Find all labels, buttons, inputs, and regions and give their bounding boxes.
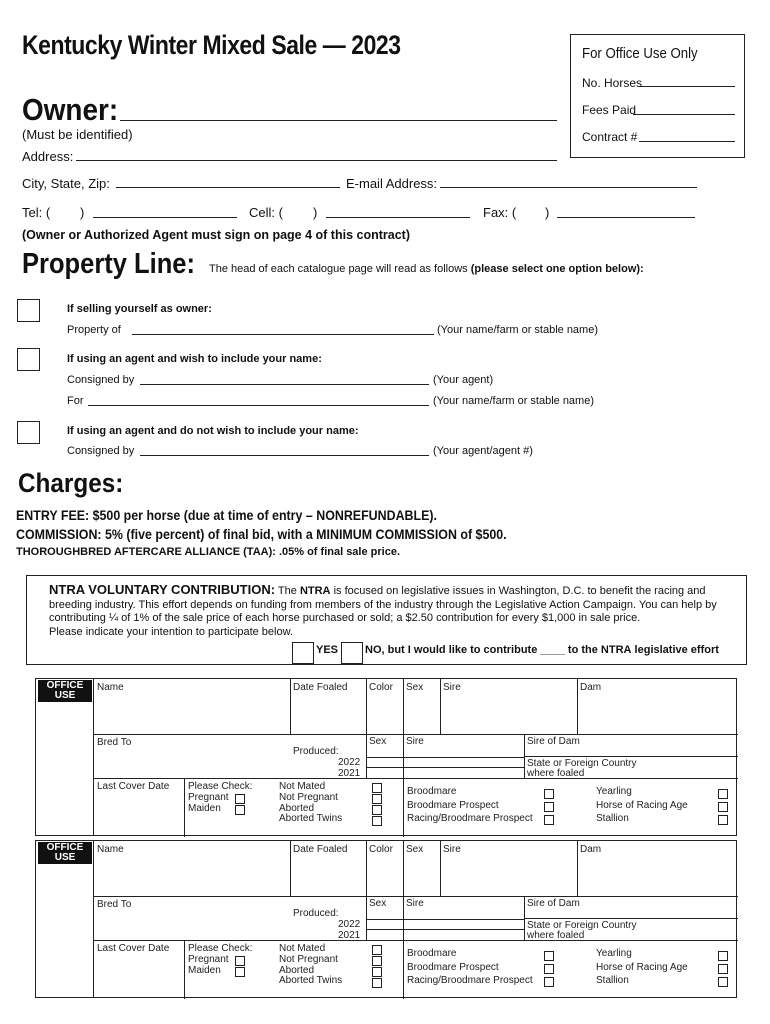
consigned-by-suffix: (Your agent)	[433, 374, 494, 386]
fax-close: )	[545, 205, 550, 220]
sire-of-dam-label: Sire of Dam	[527, 898, 580, 909]
tel-close: )	[80, 205, 85, 220]
yearling-checkbox[interactable]	[718, 789, 728, 799]
no-horses-label: No. Horses	[582, 76, 643, 90]
ntra-no-checkbox[interactable]	[341, 642, 363, 664]
racing-broodmare-prospect-checkbox[interactable]	[544, 977, 554, 987]
sex-label: Sex	[406, 682, 424, 693]
broodmare-prospect-label: Broodmare Prospect	[407, 800, 499, 811]
sire-of-dam-label: Sire of Dam	[527, 736, 580, 747]
office-use-tag: OFFICE USE	[38, 680, 92, 702]
owner-name-field[interactable]	[120, 120, 557, 121]
color-label: Color	[369, 844, 393, 855]
year-2022: 2022	[338, 919, 361, 930]
state-country-label: State or Foreign Country	[527, 920, 637, 931]
property-line-instruction-wrap	[209, 263, 644, 275]
consigned-by-label: Consigned by	[67, 374, 135, 386]
stallion-label: Stallion	[596, 975, 629, 986]
maiden-label: Maiden	[188, 965, 221, 976]
property-line-instruction: The head of each catalogue page will read as follows	[209, 263, 468, 275]
sex-label: Sex	[406, 844, 424, 855]
broodmare-label: Broodmare	[407, 786, 457, 797]
produced-label: Produced:	[293, 908, 339, 919]
consigned-by-2-suffix: (Your agent/agent #)	[433, 445, 533, 457]
date-foaled-label: Date Foaled	[293, 844, 348, 855]
aborted-checkbox[interactable]	[372, 805, 382, 815]
aborted-twins-checkbox[interactable]	[372, 816, 382, 826]
dam-label: Dam	[580, 682, 602, 693]
sign-note: (Owner or Authorized Agent must sign on page 4 of this contract)	[22, 228, 410, 242]
broodmare-prospect-checkbox[interactable]	[544, 964, 554, 974]
year-2022: 2022	[338, 757, 361, 768]
not-pregnant-label: Not Pregnant	[279, 954, 338, 965]
entry-fee: ENTRY FEE: $500 per horse (due at time of entry – NONREFUNDABLE).	[16, 508, 437, 523]
horse-racing-age-checkbox[interactable]	[718, 802, 728, 812]
address-label: Address:	[22, 149, 74, 164]
commission: COMMISSION: 5% (five percent) of final bid, with a MINIMUM COMMISSION of $500.	[16, 527, 507, 542]
not-pregnant-checkbox[interactable]	[372, 956, 382, 966]
fees-paid-field[interactable]	[633, 114, 735, 115]
sire-2-label: Sire	[406, 898, 424, 909]
office-use-column	[36, 841, 94, 997]
property-line-instruction-bold: (please select one option below):	[470, 263, 644, 275]
not-mated-checkbox[interactable]	[372, 945, 382, 955]
option-agent-with-name-heading: If using an agent and wish to include your name:	[67, 353, 322, 365]
consigned-by-2-field[interactable]	[140, 455, 429, 456]
for-label: For	[67, 395, 84, 407]
contract-label: Contract #	[582, 130, 638, 144]
where-foaled-label: where foaled	[527, 768, 585, 779]
bred-to-label: Bred To	[97, 899, 132, 910]
please-check-label: Please Check:	[188, 943, 253, 954]
sire-label: Sire	[443, 844, 461, 855]
broodmare-checkbox[interactable]	[544, 789, 554, 799]
must-be-identified: (Must be identified)	[22, 127, 133, 142]
option-agent-no-name-checkbox[interactable]	[17, 421, 40, 444]
fax-label: Fax: (	[483, 205, 517, 220]
pregnant-checkbox[interactable]	[235, 956, 245, 966]
pregnant-checkbox[interactable]	[235, 794, 245, 804]
property-of-suffix: (Your name/farm or stable name)	[437, 324, 598, 336]
aborted-label: Aborted	[279, 803, 315, 814]
owner-label: Owner:	[22, 92, 119, 127]
tel-label: Tel: (	[22, 205, 51, 220]
office-use-box	[570, 34, 745, 158]
aborted-twins-label: Aborted Twins	[279, 975, 343, 986]
maiden-checkbox[interactable]	[235, 805, 245, 815]
aborted-checkbox[interactable]	[372, 967, 382, 977]
cell-close: )	[313, 205, 318, 220]
not-mated-checkbox[interactable]	[372, 783, 382, 793]
stallion-label: Stallion	[596, 813, 629, 824]
name-label: Name	[97, 682, 124, 693]
property-of-field[interactable]	[132, 334, 434, 335]
option-agent-with-name-checkbox[interactable]	[17, 348, 40, 371]
ntra-no-text	[365, 644, 719, 656]
maiden-checkbox[interactable]	[235, 967, 245, 977]
no-horses-field[interactable]	[639, 86, 735, 87]
ntra-please: Please indicate your intention to participate below.	[49, 625, 293, 638]
bred-to-label: Bred To	[97, 737, 132, 748]
produced-label: Produced:	[293, 746, 339, 757]
city-state-zip-field[interactable]	[116, 187, 340, 188]
sire-label: Sire	[443, 682, 461, 693]
horse-entry-block-1	[35, 678, 737, 836]
office-use-column	[36, 679, 94, 835]
ntra-yes-checkbox[interactable]	[292, 642, 314, 664]
form-title: Kentucky Winter Mixed Sale — 2023	[22, 30, 401, 60]
dam-label: Dam	[580, 844, 602, 855]
date-foaled-label: Date Foaled	[293, 682, 348, 693]
ntra-yes-label: YES	[316, 644, 339, 656]
year-2021: 2021	[338, 768, 361, 779]
racing-broodmare-prospect-checkbox[interactable]	[544, 815, 554, 825]
ntra-no-pre: NO, but I would like to contribute ____ to the	[365, 644, 598, 656]
cell-label: Cell: (	[249, 205, 283, 220]
email-field[interactable]	[440, 187, 697, 188]
cell-field[interactable]	[326, 217, 470, 218]
not-pregnant-checkbox[interactable]	[372, 794, 382, 804]
yearling-label: Yearling	[596, 786, 632, 797]
option-owner-checkbox[interactable]	[17, 299, 40, 322]
racing-broodmare-prospect-label: Racing/Broodmare Prospect	[407, 975, 533, 986]
pregnant-label: Pregnant	[188, 792, 229, 803]
sex-2-label: Sex	[369, 736, 387, 747]
not-pregnant-label: Not Pregnant	[279, 792, 338, 803]
consigned-by-field[interactable]	[140, 384, 429, 385]
taa: THOROUGHBRED AFTERCARE ALLIANCE (TAA): .05% of final sale price.	[16, 546, 401, 558]
please-check-label: Please Check:	[188, 781, 253, 792]
stallion-checkbox[interactable]	[718, 977, 728, 987]
broodmare-prospect-label: Broodmare Prospect	[407, 962, 499, 973]
for-field[interactable]	[88, 405, 429, 406]
not-mated-label: Not Mated	[279, 781, 326, 792]
fees-paid-label: Fees Paid	[582, 103, 637, 117]
option-owner-heading: If selling yourself as owner:	[67, 303, 212, 315]
option-agent-no-name-heading: If using an agent and do not wish to include your name:	[67, 425, 359, 437]
broodmare-prospect-checkbox[interactable]	[544, 802, 554, 812]
address-field[interactable]	[76, 160, 557, 161]
state-country-label: State or Foreign Country	[527, 758, 637, 769]
horse-racing-age-label: Horse of Racing Age	[596, 962, 688, 973]
fax-field[interactable]	[557, 217, 695, 218]
office-use-tag: OFFICE USE	[38, 842, 92, 864]
yearling-label: Yearling	[596, 948, 632, 959]
charges-label: Charges:	[18, 468, 124, 498]
aborted-twins-checkbox[interactable]	[372, 978, 382, 988]
ntra-body-post: is focused on legislative issues in Washington, D.C. to benefit the racing and breeding industry. This effort depends on funding from members of the industry through the Legislative Action Campaign. You can help by contributing ¼ of 1% of the sale price of each horse purchased or sold; a $2.50 contribution for every $1,000 in sale price.	[49, 585, 717, 624]
property-line-label: Property Line:	[22, 248, 196, 280]
horse-racing-age-label: Horse of Racing Age	[596, 800, 688, 811]
where-foaled-label: where foaled	[527, 930, 585, 941]
racing-broodmare-prospect-label: Racing/Broodmare Prospect	[407, 813, 533, 824]
broodmare-checkbox[interactable]	[544, 951, 554, 961]
ntra-text	[49, 583, 739, 639]
yearling-checkbox[interactable]	[718, 951, 728, 961]
ntra-contribution-box	[26, 575, 747, 665]
horse-entry-block-2	[35, 840, 737, 998]
ntra-no-post: legislative effort	[634, 644, 719, 656]
office-use-title: For Office Use Only	[582, 45, 698, 62]
aborted-twins-label: Aborted Twins	[279, 813, 343, 824]
city-state-zip-label: City, State, Zip:	[22, 176, 110, 191]
stallion-checkbox[interactable]	[718, 815, 728, 825]
pregnant-label: Pregnant	[188, 954, 229, 965]
name-label: Name	[97, 844, 124, 855]
last-cover-date-label: Last Cover Date	[97, 943, 170, 954]
ntra-body-ntra: NTRA	[299, 585, 331, 597]
ntra-heading: NTRA VOLUNTARY CONTRIBUTION:	[49, 582, 276, 597]
tel-field[interactable]	[93, 217, 237, 218]
not-mated-label: Not Mated	[279, 943, 326, 954]
maiden-label: Maiden	[188, 803, 221, 814]
contract-field[interactable]	[639, 141, 735, 142]
property-of-label: Property of	[67, 324, 121, 336]
ntra-body-pre: The	[277, 585, 297, 597]
last-cover-date-label: Last Cover Date	[97, 781, 170, 792]
sex-2-label: Sex	[369, 898, 387, 909]
aborted-label: Aborted	[279, 965, 315, 976]
horse-racing-age-checkbox[interactable]	[718, 964, 728, 974]
consigned-by-2-label: Consigned by	[67, 445, 135, 457]
year-2021: 2021	[338, 930, 361, 941]
ntra-no-ntra: NTRA	[600, 644, 632, 656]
email-label: E-mail Address:	[346, 176, 438, 191]
sire-2-label: Sire	[406, 736, 424, 747]
color-label: Color	[369, 682, 393, 693]
broodmare-label: Broodmare	[407, 948, 457, 959]
for-suffix: (Your name/farm or stable name)	[433, 395, 594, 407]
